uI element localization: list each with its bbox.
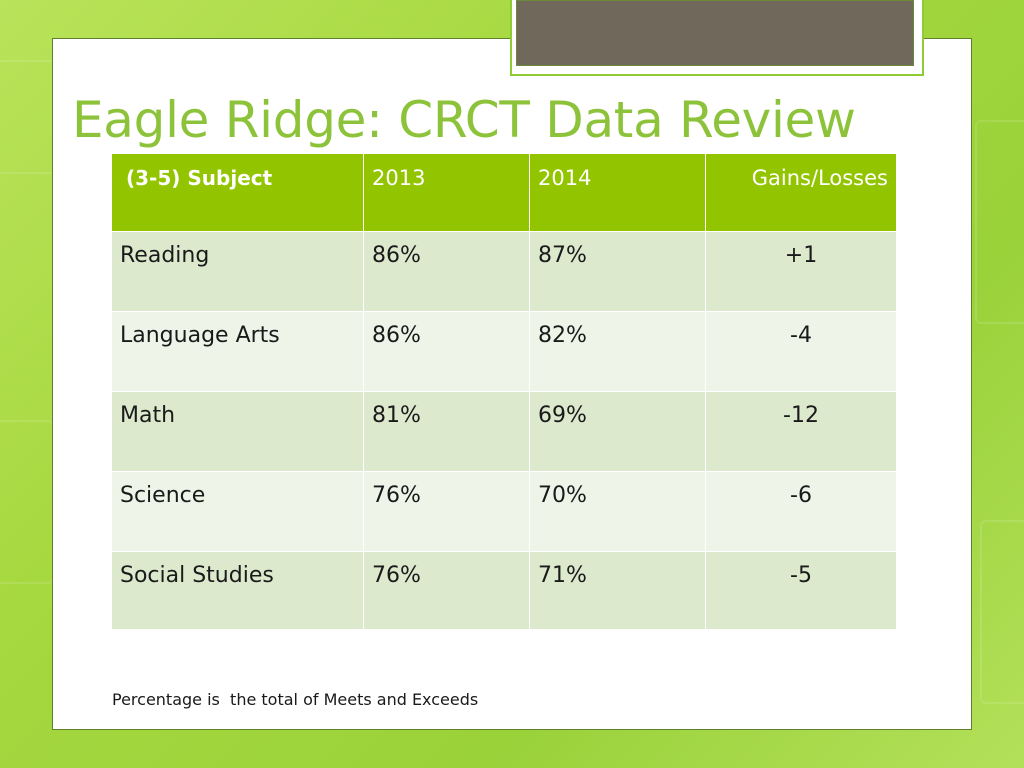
cell-gains-losses: +1 <box>706 232 897 312</box>
table-header-row <box>112 154 897 232</box>
cell-2014: 87% <box>530 232 706 312</box>
column-header-2014: 2014 <box>530 154 706 232</box>
cell-gains-losses: -4 <box>706 312 897 392</box>
column-header-subject: (3-5) Subject <box>112 154 364 232</box>
crct-data-table <box>111 153 897 630</box>
footnote: Percentage is the total of Meets and Exceeds <box>112 690 479 709</box>
cell-subject: Science <box>112 472 364 552</box>
table-row <box>112 312 897 392</box>
table-row <box>112 232 897 312</box>
cell-subject: Reading <box>112 232 364 312</box>
background-pattern <box>975 120 1024 324</box>
table-row <box>112 392 897 472</box>
cell-2013: 81% <box>364 392 530 472</box>
cell-2014: 82% <box>530 312 706 392</box>
cell-subject: Social Studies <box>112 552 364 630</box>
column-header-gains-losses: Gains/Losses <box>706 154 897 232</box>
cell-2013: 86% <box>364 232 530 312</box>
background-pattern <box>0 420 54 584</box>
cell-gains-losses: -5 <box>706 552 897 630</box>
background-pattern <box>980 520 1024 704</box>
cell-gains-losses: -6 <box>706 472 897 552</box>
cell-2013: 86% <box>364 312 530 392</box>
cell-2013: 76% <box>364 552 530 630</box>
table-row <box>112 552 897 630</box>
cell-2013: 76% <box>364 472 530 552</box>
header-tab-panel <box>516 0 914 66</box>
table-row <box>112 472 897 552</box>
column-header-2013: 2013 <box>364 154 530 232</box>
cell-2014: 70% <box>530 472 706 552</box>
cell-gains-losses: -12 <box>706 392 897 472</box>
slide-title: Eagle Ridge: CRCT Data Review <box>72 91 856 149</box>
cell-2014: 69% <box>530 392 706 472</box>
cell-2014: 71% <box>530 552 706 630</box>
cell-subject: Math <box>112 392 364 472</box>
cell-subject: Language Arts <box>112 312 364 392</box>
